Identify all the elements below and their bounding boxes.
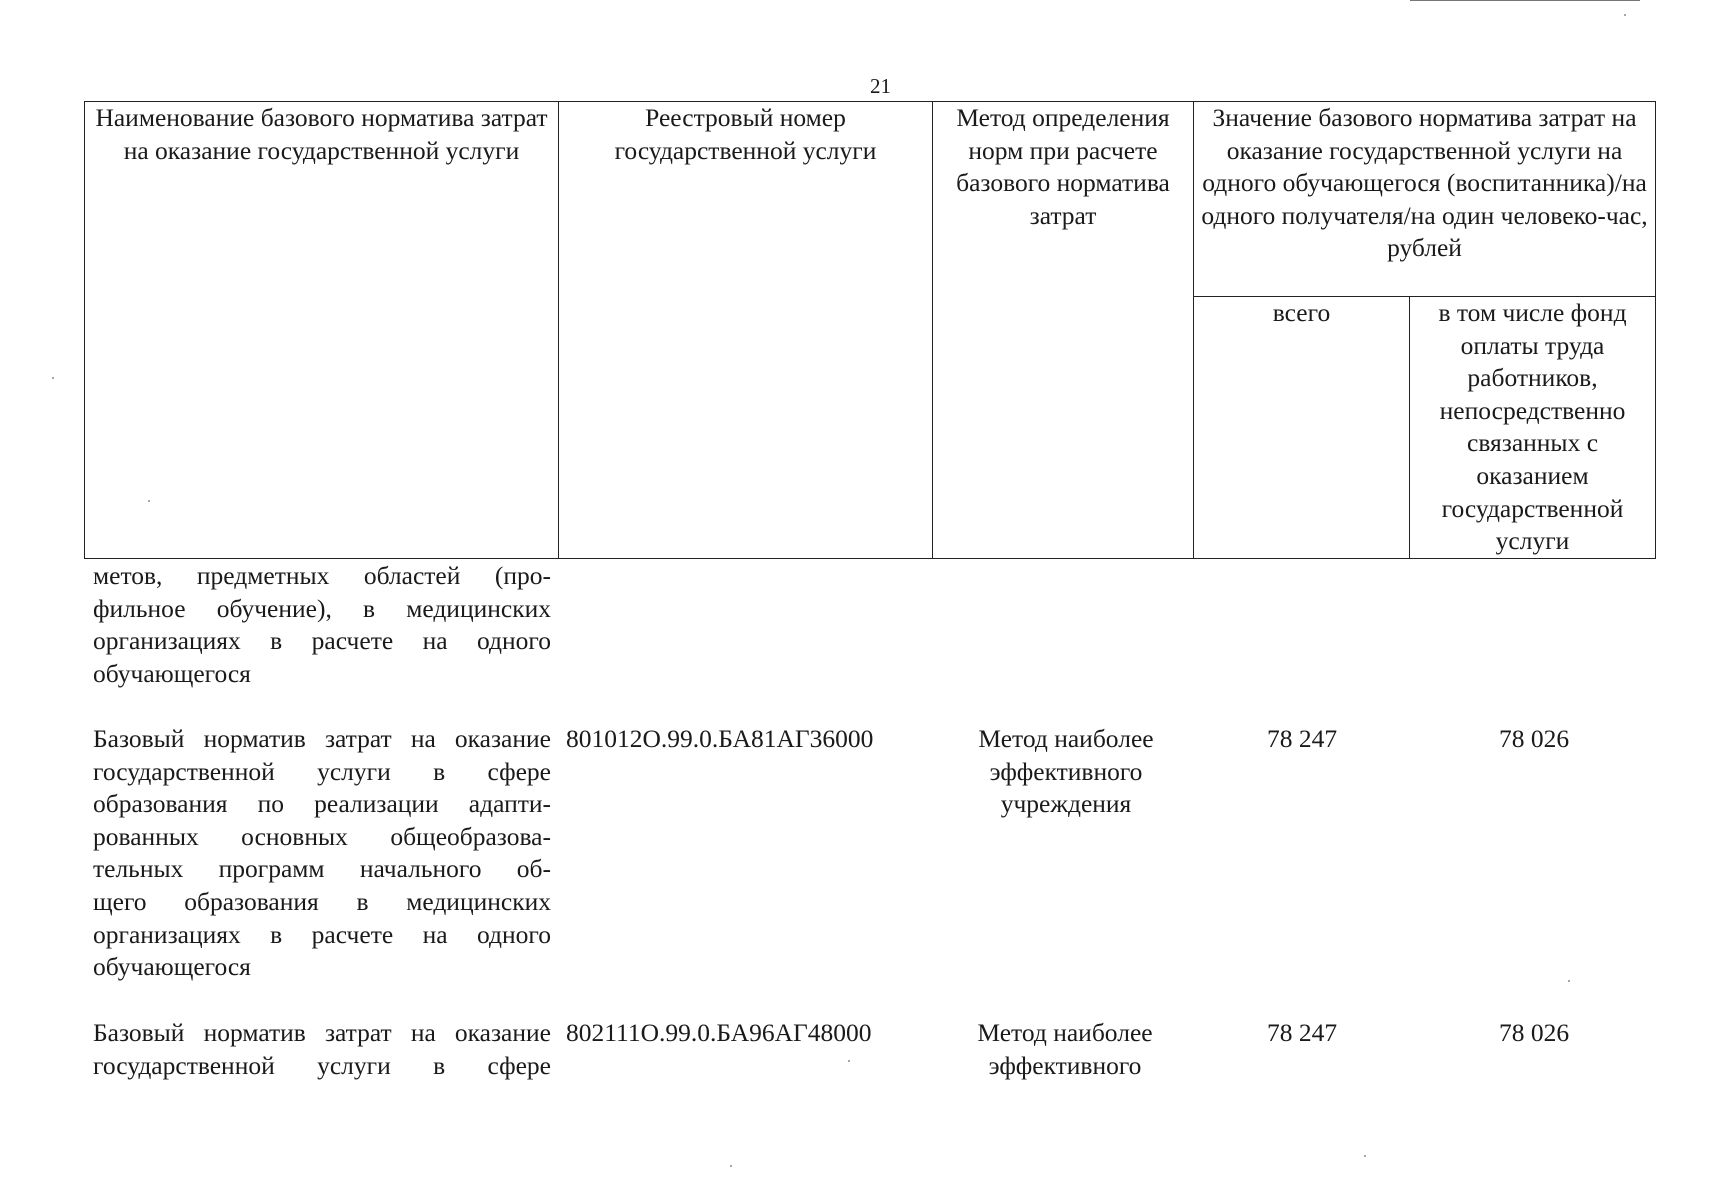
scan-speck [52, 377, 54, 379]
row-2-name-line: Базовый норматив затрат на оказание [93, 1018, 551, 1047]
row-1-name-line: обучающегося [93, 952, 251, 982]
row-1-name-line: тельных программ начального об- [93, 854, 551, 884]
scan-speck [848, 1060, 850, 1062]
row-1-name-line: организациях в расчете на одного [93, 919, 551, 949]
header-cell-wage-fund: в том числе фонд оплаты труда работников, непосредственно связанных с оказанием государственной услуги [1410, 297, 1656, 559]
continuation-line: фильное обучение), в медицинских [93, 593, 551, 623]
row-2-name-line: государственной услуги в сфере [93, 1050, 551, 1080]
header-cell-name: Наименование базового норматива затрат на оказание государственной услуги [85, 102, 559, 559]
row-1-name-line: рованных основных общеобразова- [93, 821, 551, 851]
row-1-name-line: образования по реализации адапти- [93, 789, 551, 819]
header-cell-value: Значение базового норматива затрат на оказание государственной услуги на одного обучающегося (воспитанника)/на одного получателя/на один человеко-час, рублей [1194, 102, 1656, 297]
row-1-name-line: щего образования в медицинских [93, 886, 551, 916]
row-1-name-line: государственной услуги в сфере [93, 756, 551, 786]
scan-speck [1364, 1155, 1366, 1157]
header-cell-total: всего [1194, 297, 1410, 559]
continuation-name-text [93, 560, 551, 690]
row-1-registry-number: 801012О.99.0.БА81АГ36000 [566, 724, 874, 753]
scan-speck [1624, 14, 1626, 16]
row-2-wage-fund: 78 026 [1498, 1018, 1570, 1047]
header-cell-method: Метод определения норм при расчете базового норматива затрат [933, 102, 1194, 559]
header-cell-registry-number: Реестровый номер государственной услуги [559, 102, 933, 559]
scan-speck [148, 500, 150, 502]
row-2-registry-number: 802111О.99.0.БА96АГ48000 [566, 1018, 872, 1047]
row-2-total: 78 247 [1266, 1018, 1338, 1047]
scan-edge-line [1410, 0, 1640, 1]
scan-speck [1568, 980, 1570, 982]
row-1-wage-fund: 78 026 [1498, 724, 1570, 753]
row-1-name [93, 723, 551, 984]
continuation-line: организациях в расчете на одного [93, 626, 551, 656]
continuation-line: обучающегося [93, 658, 251, 688]
row-2-method: Метод наиболее эффективного [977, 1018, 1153, 1080]
row-2-name [93, 1017, 551, 1082]
table-header [84, 101, 1656, 559]
row-1-name-line: Базовый норматив затрат на оказание [93, 724, 551, 753]
scan-speck [730, 1165, 732, 1167]
page-number: 21 [870, 74, 891, 98]
continuation-line: метов, предметных областей (про- [93, 561, 551, 590]
row-1-method: Метод наиболее эффективного учреждения [978, 724, 1154, 819]
row-1-total: 78 247 [1266, 724, 1338, 753]
